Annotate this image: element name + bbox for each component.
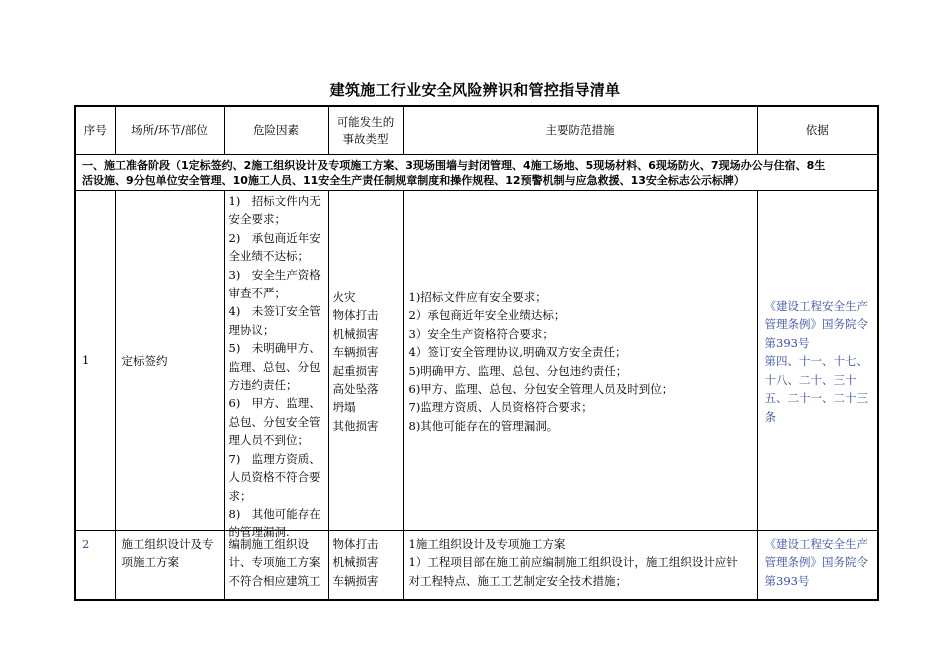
section-heading bbox=[75, 155, 878, 191]
section-line1: 一、施工准备阶段（1定标签约、2施工组织设计及专项施工方案、3现场围墙与封闭管理、4施工场地、5现场材料、6现场防火、7现场办公与住宿、8生 bbox=[82, 159, 826, 172]
hazard-line: 4) 未签订安全管 bbox=[228, 304, 321, 319]
measure-line: 4）签订安全管理协议,明确双方安全责任； bbox=[408, 345, 627, 360]
basis-line: 《建设工程安全生产 bbox=[764, 299, 868, 314]
hazard-line: 审查不严； bbox=[228, 286, 286, 301]
row-hazard bbox=[224, 531, 328, 601]
accident-type: 其他损害 bbox=[332, 418, 379, 433]
basis-line: 第四、十一、十七、 bbox=[764, 354, 868, 369]
header-accident-line2: 事故类型 bbox=[342, 131, 389, 146]
hazard-line: 求； bbox=[228, 488, 252, 503]
header-location: 场所/环节/部位 bbox=[115, 106, 224, 155]
row-location-text: 施工组织设计及专项施工方案 bbox=[121, 537, 214, 570]
hazard-line: 2) 承包商近年安 bbox=[228, 230, 321, 245]
row-number-text: 2 bbox=[82, 537, 90, 551]
measure-line: 1)招标文件应有安全要求； bbox=[408, 289, 547, 304]
measure-line: 8)其他可能存在的管理漏洞。 bbox=[408, 418, 559, 433]
hazard-line: 全业绩不达标； bbox=[228, 249, 309, 264]
row-basis bbox=[757, 531, 878, 601]
section-line2: 活设施、9分包单位安全管理、10施工人员、11安全生产责任制规章制度和操作规程、12预警机制与应急救援、13安全标志公示标牌） bbox=[82, 174, 745, 187]
table-header-row bbox=[75, 106, 878, 155]
hazard-line: 安全要求； bbox=[228, 212, 286, 227]
basis-line: 管理条例》国务院令 bbox=[764, 317, 868, 332]
table-row bbox=[75, 531, 878, 601]
hazard-line: 1) 招标文件内无 bbox=[228, 194, 321, 208]
hazard-line: 6) 甲方、监理、 bbox=[228, 396, 321, 411]
header-hazard: 危险因素 bbox=[224, 106, 328, 155]
header-accident-line1: 可能发生的 bbox=[336, 114, 395, 129]
table-row bbox=[75, 191, 878, 531]
hazard-line: 8) 其他可能存在 bbox=[228, 506, 321, 521]
hazard-line: 5) 未明确甲方、 bbox=[228, 341, 321, 356]
row-location-text: 定标签约 bbox=[121, 354, 168, 369]
accident-type: 坍塌 bbox=[332, 400, 356, 415]
measure-line: 5)明确甲方、监理、总包、分包违约责任； bbox=[408, 363, 628, 378]
header-seq: 序号 bbox=[75, 106, 115, 155]
hazard-line: 的管理漏洞. bbox=[228, 525, 290, 540]
measure-line: 7)监理方资质、人员资格符合要求； bbox=[408, 400, 593, 415]
hazard-line: 计、专项施工方案 bbox=[228, 555, 321, 570]
row-number: 1 bbox=[75, 191, 115, 531]
basis-line: 五、二十一、二十三 bbox=[764, 391, 868, 406]
hazard-line: 总包、分包安全管 bbox=[228, 414, 321, 429]
basis-line: 第393号 bbox=[764, 335, 810, 350]
basis-line: 管理条例》国务院令 bbox=[764, 555, 868, 570]
measure-line: 6)甲方、监理、总包、分包安全管理人员及时到位； bbox=[408, 381, 674, 396]
hazard-line: 7) 监理方资质、 bbox=[228, 451, 321, 466]
accident-type: 物体打击 bbox=[332, 537, 379, 551]
accident-type: 车辆损害 bbox=[332, 345, 379, 360]
measure-line: 1）工程项目部在施工前应编制施工组织设计，施工组织设计应针 bbox=[408, 555, 738, 570]
measure-line: 3）安全生产资格符合要求； bbox=[408, 326, 554, 341]
row-location bbox=[115, 531, 224, 601]
accident-type: 机械损害 bbox=[332, 326, 379, 341]
basis-line: 十八、二十、三十 bbox=[764, 372, 857, 387]
measure-line: 对工程特点、施工工艺制定安全技术措施； bbox=[408, 573, 627, 588]
accident-type: 机械损害 bbox=[332, 555, 379, 570]
risk-table bbox=[74, 105, 879, 601]
measure-line: 2）承包商近年安全业绩达标； bbox=[408, 308, 566, 323]
row-accident-types bbox=[328, 191, 403, 531]
accident-type: 起重损害 bbox=[332, 363, 379, 378]
measure-line: 1施工组织设计及专项施工方案 bbox=[408, 537, 566, 551]
header-accident-type bbox=[328, 106, 403, 155]
basis-line: 条 bbox=[764, 409, 776, 424]
basis-line: 第393号 bbox=[764, 573, 810, 588]
hazard-line: 理协议； bbox=[228, 322, 275, 337]
accident-type: 高处坠落 bbox=[332, 381, 379, 396]
row-measures bbox=[403, 191, 757, 531]
hazard-line: 3) 安全生产资格 bbox=[228, 267, 321, 282]
header-basis: 依据 bbox=[757, 106, 878, 155]
hazard-line: 不符合相应建筑工 bbox=[228, 573, 321, 588]
row-hazard bbox=[224, 191, 328, 540]
accident-type: 火灾 bbox=[332, 289, 356, 304]
accident-type: 车辆损害 bbox=[332, 573, 379, 588]
row-basis bbox=[757, 191, 878, 531]
row-measures bbox=[403, 531, 757, 601]
accident-type: 物体打击 bbox=[332, 308, 379, 323]
section-row bbox=[75, 155, 878, 191]
hazard-line: 方违约责任； bbox=[228, 378, 298, 393]
page-title: 建筑施工行业安全风险辨识和管控指导清单 bbox=[329, 81, 621, 99]
hazard-line: 监理、总包、分包 bbox=[228, 359, 321, 374]
row-accident-types bbox=[328, 531, 403, 601]
row-location bbox=[115, 191, 224, 531]
hazard-line: 编制施工组织设 bbox=[228, 537, 309, 551]
header-measures: 主要防范措施 bbox=[403, 106, 757, 155]
row-number bbox=[75, 531, 115, 601]
hazard-line: 理人员不到位； bbox=[228, 433, 309, 448]
hazard-line: 人员资格不符合要 bbox=[228, 470, 321, 485]
basis-line: 《建设工程安全生产 bbox=[764, 537, 868, 551]
